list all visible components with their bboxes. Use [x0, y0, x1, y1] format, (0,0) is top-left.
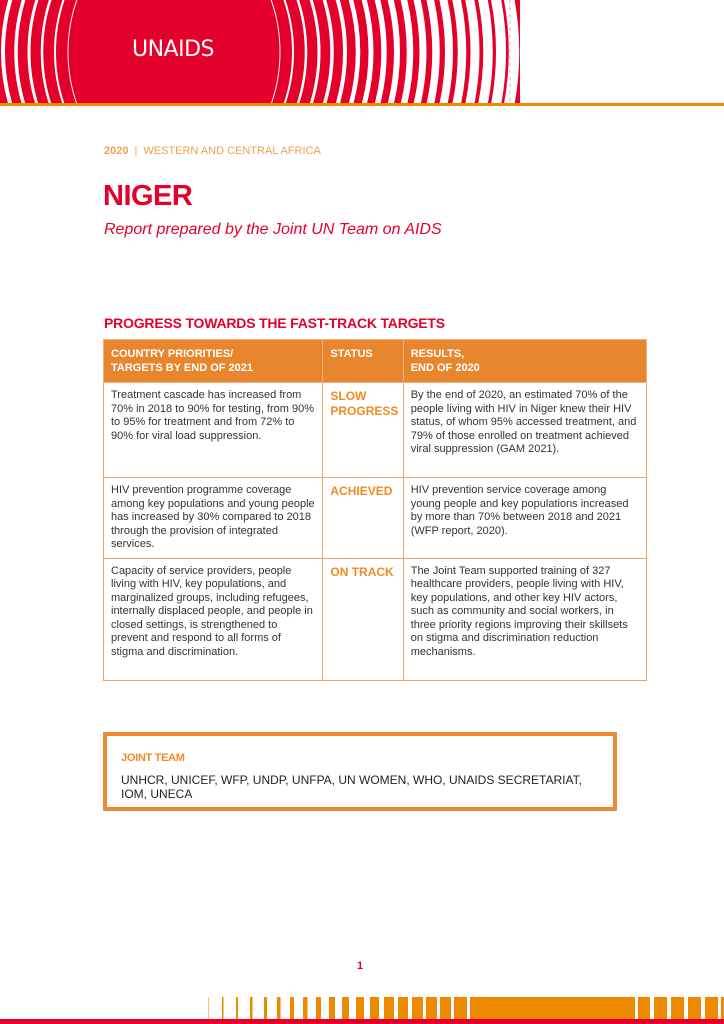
table-row: [104, 383, 647, 478]
target-cell: Treatment cascade has increased from 70% in 2018 to 90% for testing, from 90% to 95% for treatment and from 72% to 90% for viral load suppression.: [104, 383, 323, 478]
column-header-priorities: [104, 340, 323, 383]
page-number: 1: [357, 960, 364, 972]
footer-arcs-graphic: [0, 993, 724, 1020]
joint-team-members: UNHCR, UNICEF, WFP, UNDP, UNFPA, UN WOMEN, WHO, UNAIDS SECRETARIAT, IOM, UNECA: [121, 773, 582, 801]
target-cell: HIV prevention programme coverage among key populations and young people has increased by 30% compared to 2018 through the provision of integrated services.: [104, 478, 323, 559]
progress-section-title: PROGRESS TOWARDS THE FAST-TRACK TARGETS: [104, 315, 445, 331]
result-cell: By the end of 2020, an estimated 70% of the people living with HIV in Niger knew their HIV status, of whom 95% accessed treatment, and 79% of those enrolled on treatment achieved viral suppression (GAM 2021).: [403, 383, 646, 478]
header-banner: [0, 0, 724, 103]
result-cell: HIV prevention service coverage among young people and key populations increased by more than 70% between 2018 and 2021 (WFP report, 2020).: [403, 478, 646, 559]
report-year: 2020: [104, 145, 129, 157]
footer-banner: [0, 993, 724, 1020]
fast-track-targets-table: [103, 339, 647, 681]
table-row: [104, 558, 647, 680]
joint-team-title: JOINT TEAM: [121, 752, 185, 764]
header-divider: [0, 103, 724, 106]
report-kicker: [104, 145, 321, 157]
concentric-arcs-graphic: [0, 0, 724, 103]
header-line: STATUS: [330, 348, 373, 360]
target-cell: Capacity of service providers, people living with HIV, key populations, and marginalized groups, including refugees, internally displaced people, and people in closed settings, is strengthened to prevent and respond to all forms of stigma and discrimination.: [104, 558, 323, 680]
kicker-separator: |: [134, 145, 138, 157]
table-row: [104, 478, 647, 559]
header-line: END OF 2020: [410, 361, 480, 374]
status-badge: ACHIEVED: [323, 478, 403, 559]
header-line: RESULTS,: [410, 348, 465, 360]
result-cell: The Joint Team supported training of 327 healthcare providers, people living with HIV, key populations, and other key HIV actors, such as community and social workers, in three priority regions improving their skillsets on stigma and discrimination reduction mechanisms.: [403, 558, 646, 680]
page-subtitle: Report prepared by the Joint UN Team on AIDS: [104, 221, 442, 238]
joint-team-box: [103, 732, 617, 811]
page-title: NIGER: [103, 180, 193, 212]
report-region: WESTERN AND CENTRAL AFRICA: [143, 145, 321, 157]
status-badge: SLOW PROGRESS: [323, 383, 403, 478]
table-header-row: [104, 340, 647, 383]
column-header-results: [403, 340, 646, 383]
header-line: COUNTRY PRIORITIES/: [111, 348, 234, 360]
column-header-status: [323, 340, 403, 383]
footer-divider: [0, 1019, 724, 1024]
status-badge: ON TRACK: [323, 558, 403, 680]
unaids-logo: UNAIDS: [131, 37, 214, 62]
header-line: TARGETS BY END OF 2021: [111, 361, 254, 374]
